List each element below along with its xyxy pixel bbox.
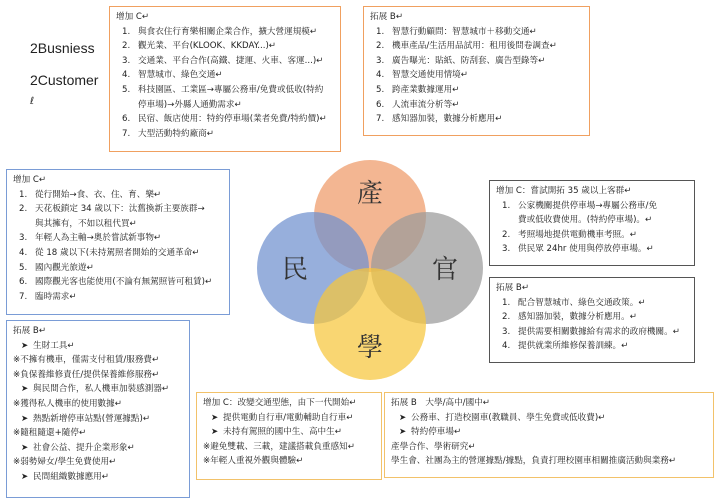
list-item	[13, 470, 183, 485]
item-text: 觀光業、平台(KLOOK、KKDAY...)↵	[138, 41, 276, 52]
item-marker: 1.	[502, 200, 511, 211]
label-people: 民	[281, 255, 309, 285]
item-marker: 1.	[502, 297, 511, 308]
list-item	[13, 231, 223, 246]
item-text: 提供電動自行車/電動輔助自行車↵	[223, 412, 354, 423]
item-text: 配合智慧城市、綠色交通政策。↵	[518, 297, 646, 308]
item-marker: ➤	[399, 412, 407, 423]
item-text: 社會公益、提升企業形象↵	[33, 442, 135, 453]
label-government: 官	[431, 255, 459, 285]
item-marker: 2.	[122, 41, 131, 52]
list-item	[13, 382, 183, 397]
item-marker: 2.	[19, 204, 28, 215]
item-marker: 1.	[376, 26, 385, 37]
list-item	[13, 353, 183, 368]
list-item	[370, 39, 583, 54]
item-text: 生財工具↵	[33, 340, 75, 351]
list-item	[116, 112, 334, 127]
list-item	[13, 426, 183, 441]
item-text: 從行開始→食、衣、住、育、樂↵	[35, 189, 162, 200]
item-text: 與民間合作，私人機車加裝感測器↵	[33, 384, 170, 395]
item-marker: 7.	[122, 128, 131, 139]
item-list	[370, 25, 583, 127]
item-list	[13, 339, 183, 485]
list-item	[116, 68, 334, 83]
item-text: 產學合作、學術研究↵	[391, 441, 476, 452]
list-item	[116, 127, 334, 142]
list-item	[391, 411, 707, 426]
item-text: 交通業、平台合作(高鐵、捷運、火車、客運...)↵	[138, 55, 324, 66]
list-item	[370, 68, 583, 83]
item-marker: 2.	[502, 229, 511, 240]
list-item	[370, 25, 583, 40]
box-title: 增加 C：嘗試開拓 35 歲以上客群↵	[496, 186, 632, 196]
text-cursor-mark: ℓ	[30, 96, 35, 107]
item-text: 特約停車場↵	[411, 427, 462, 438]
item-text: 大型活動特約廠商↵	[138, 128, 214, 139]
label-academia: 學	[356, 333, 384, 363]
item-list	[496, 296, 688, 354]
b2c-label: 2Customer	[30, 72, 99, 88]
item-text: 智慧交通使用情境↵	[392, 70, 468, 81]
list-item	[496, 339, 688, 354]
list-item	[391, 440, 707, 455]
item-text: ※不擁有機車，僅需支付租賃/服務費↵	[13, 355, 160, 366]
item-text: 機車產品/生活用品試用：租用後問卷調查↵	[392, 41, 557, 52]
item-marker: 1.	[19, 189, 28, 200]
box-title: 增加 C↵	[13, 175, 47, 185]
list-item	[13, 397, 183, 412]
box-title: 增加 C：改變交通型態，由下一代開始↵	[203, 398, 357, 408]
item-marker: 4.	[19, 247, 28, 258]
item-marker: 2.	[376, 41, 385, 52]
item-text: 從 18 歲以下(未持駕照者開始的交通革命↵	[35, 247, 200, 258]
item-text: 感知器加裝，數據分析應用。↵	[518, 312, 637, 323]
list-item	[203, 411, 375, 426]
item-marker: ➤	[211, 427, 219, 438]
list-item	[370, 54, 583, 69]
box-top-right	[363, 6, 590, 136]
item-marker: ➤	[21, 471, 29, 482]
list-item	[13, 441, 183, 456]
box-bottom-right	[384, 392, 714, 478]
item-marker	[13, 217, 35, 232]
item-marker: ➤	[21, 413, 29, 424]
box-bottom-middle	[196, 392, 382, 480]
item-marker: 6.	[376, 99, 385, 110]
item-marker: ➤	[21, 442, 29, 453]
item-text: ※負保養維修責任/提供保養維修服務↵	[13, 369, 160, 380]
list-item	[496, 296, 688, 311]
item-marker: 7.	[376, 114, 385, 125]
item-marker: 3.	[502, 326, 511, 337]
item-marker	[116, 98, 138, 113]
b2b-label: 2Busniess	[30, 40, 95, 56]
list-item	[496, 228, 688, 243]
box-title: 拓展 B↵	[370, 12, 404, 22]
item-marker: 3.	[122, 55, 131, 66]
item-text: 考照場地提供電動機車考照。↵	[518, 229, 637, 240]
item-marker: ➤	[21, 384, 29, 395]
list-item	[370, 83, 583, 98]
item-list	[13, 188, 223, 305]
list-item	[116, 83, 334, 98]
list-item	[13, 455, 183, 470]
item-marker: 4.	[122, 70, 131, 81]
list-item	[496, 213, 688, 228]
item-text: 民間組織數據應用↵	[33, 471, 109, 482]
list-item	[116, 98, 334, 113]
item-marker: 4.	[502, 341, 511, 352]
item-list	[116, 25, 334, 142]
list-item	[116, 54, 334, 69]
list-item	[496, 325, 688, 340]
box-title: 拓展 B↵	[13, 326, 47, 336]
circle-bottom	[314, 268, 426, 380]
list-item	[370, 112, 583, 127]
item-text: 停車場)→外縣人通勤需求↵	[138, 99, 242, 110]
item-text: 供民眾 24hr 使用與停放停車場。↵	[518, 244, 654, 255]
list-item	[13, 339, 183, 354]
list-item	[203, 440, 375, 455]
item-marker: 3.	[19, 233, 28, 244]
item-text: 國際觀光客也能使用(不論有無駕照皆可租賃)↵	[35, 277, 213, 288]
list-item	[116, 25, 334, 40]
box-top-middle	[109, 6, 341, 152]
item-marker: 4.	[376, 70, 385, 81]
item-marker: 6.	[19, 277, 28, 288]
item-marker: 7.	[19, 291, 28, 302]
item-marker: 5.	[122, 84, 131, 95]
item-marker: ➤	[399, 427, 407, 438]
list-item	[13, 368, 183, 383]
list-item	[116, 39, 334, 54]
item-list	[203, 411, 375, 469]
venn-diagram	[255, 158, 485, 386]
item-text: 智慧城市、綠色交通↵	[138, 70, 223, 81]
list-item	[391, 454, 707, 469]
item-text: 智慧行動顧問：智慧城市＋移動交通↵	[392, 26, 537, 37]
item-text: 科技園區、工業區→專屬公務車/免費或低收(特約	[138, 84, 324, 95]
item-text: ※避免雙載、三載，建議搭載負重感知↵	[203, 441, 355, 452]
item-marker: 5.	[376, 84, 385, 95]
list-item	[13, 275, 223, 290]
item-text: 公家機關提供停車場→專屬公務車/免	[518, 200, 658, 211]
list-item	[13, 217, 223, 232]
item-list	[496, 199, 688, 257]
list-item	[496, 242, 688, 257]
box-right-increase-c	[489, 180, 695, 266]
item-marker: ➤	[211, 412, 219, 423]
box-title: 增加 C↵	[116, 12, 150, 22]
item-text: 民宿、飯店使用：特約停車場(業者免費/特約價)↵	[138, 114, 327, 125]
box-right-expand-b	[489, 277, 695, 363]
item-list	[391, 411, 707, 469]
item-text: ※弱勢婦女/學生免費使用↵	[13, 457, 117, 468]
label-industry: 產	[356, 179, 384, 209]
item-marker: ➤	[21, 340, 29, 351]
item-marker: 6.	[122, 114, 131, 125]
item-text: 臨時需求↵	[35, 291, 77, 302]
item-text: 天花板鎖定 34 歲以下：汰舊換新主要族群→	[35, 204, 205, 215]
box-left-increase-c	[6, 169, 230, 315]
item-text: 跨產業數據運用↵	[392, 84, 460, 95]
list-item	[13, 261, 223, 276]
list-item	[370, 98, 583, 113]
list-item	[13, 202, 223, 217]
item-text: 人流車流分析等↵	[392, 99, 460, 110]
item-text: 熱點新增停車站點(營運據點)↵	[33, 413, 151, 424]
item-text: 提供就業所維修保養訓練。↵	[518, 341, 629, 352]
list-item	[203, 425, 375, 440]
item-text: 公務車、打造校園車(教職員、學生免費或低收費)↵	[411, 412, 606, 423]
box-title: 拓展 B↵	[496, 283, 530, 293]
item-marker: 2.	[502, 312, 511, 323]
list-item	[13, 188, 223, 203]
item-text: 與食衣住行育樂相關企業合作，擴大營運規模↵	[138, 26, 318, 37]
list-item	[391, 425, 707, 440]
item-marker: 3.	[502, 244, 511, 255]
item-text: 廣告曝光：貼紙、防刮套、廣告型錄等↵	[392, 55, 546, 66]
list-item	[496, 199, 688, 214]
item-text: ※獲得私人機車的使用數據↵	[13, 398, 122, 409]
item-marker	[496, 213, 518, 228]
list-item	[203, 454, 375, 469]
item-marker: 1.	[122, 26, 131, 37]
item-text: 感知器加裝，數據分析應用↵	[392, 114, 503, 125]
item-marker: 5.	[19, 262, 28, 273]
list-item	[13, 412, 183, 427]
box-left-expand-b	[6, 320, 190, 498]
item-text: 與其擁有，不如以租代買↵	[35, 218, 137, 229]
list-item	[496, 310, 688, 325]
item-text: 國內觀光旅遊↵	[35, 262, 94, 273]
item-text: 年輕人為主軸→奧於嘗試新事物↵	[35, 233, 162, 244]
item-marker: 3.	[376, 55, 385, 66]
item-text: 未持有駕照的國中生、高中生↵	[223, 427, 342, 438]
item-text: ※隨租隨還+隨停↵	[13, 428, 87, 439]
item-text: 學生會、社團為主的營運據點/據點，負責打理校園車相關推廣活動與業務↵	[391, 456, 677, 467]
box-title: 拓展 B 大學/高中/國中↵	[391, 398, 490, 408]
list-item	[13, 290, 223, 305]
item-text: ※年輕人重視外觀與體驗↵	[203, 456, 304, 467]
list-item	[13, 246, 223, 261]
item-text: 費或低收費使用。(特約停車場)。↵	[518, 215, 653, 226]
item-text: 提供需要相關數據給有需求的政府機關。↵	[518, 326, 680, 337]
